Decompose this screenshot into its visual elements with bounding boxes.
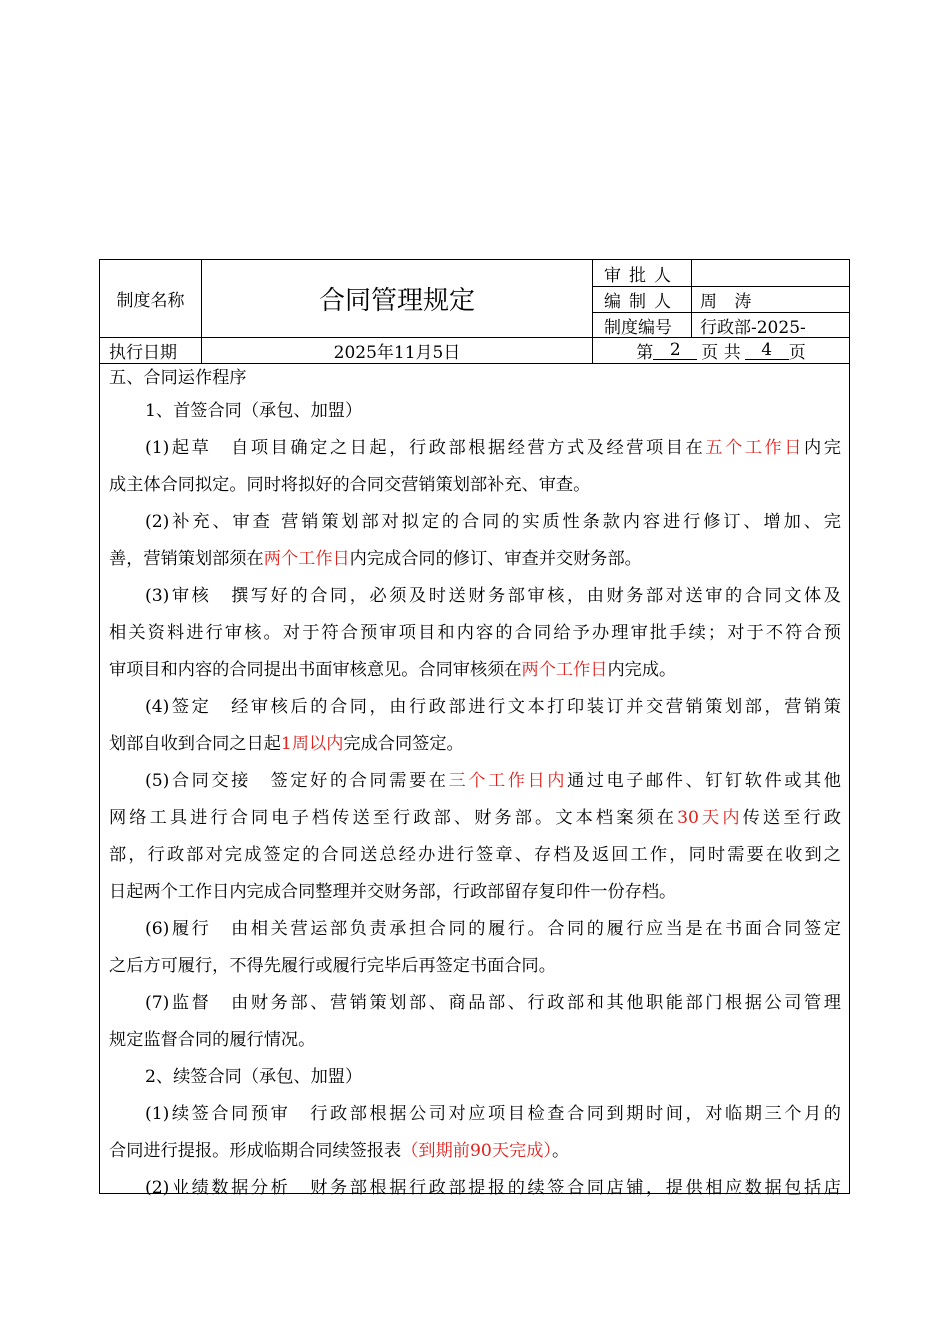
editor-value: 周 涛	[700, 292, 758, 312]
text-run: 网络工具进行合同电子档传送至行政部、财务部。文本档案须在	[109, 808, 678, 828]
text-run: 。	[551, 1141, 570, 1161]
subsection-title: 2、续签合同（承包、加盟）	[145, 1067, 363, 1087]
text-run: 内完	[804, 438, 841, 458]
page-mid: 页 共	[701, 343, 741, 363]
paragraph-line: 部，行政部对完成签定的合同送总经办进行签章、存档及返回工作，同时需要在收到之	[109, 845, 841, 865]
highlight-text: 30天内	[677, 808, 743, 828]
highlight-text: 五个工作日	[705, 438, 805, 458]
text-run: 内完成。	[607, 660, 677, 680]
text-run: 善，营销策划部须在	[109, 549, 264, 569]
approver-label: 审批人	[604, 265, 679, 286]
paragraph-line: (2)业绩数据分析 财务部根据行政部提报的续签合同店铺，提供相应数据包括店	[145, 1178, 841, 1198]
document-title: 合同管理规定	[318, 286, 475, 316]
section-title: 五、合同运作程序	[109, 368, 247, 388]
paragraph-line: (4)签定 经审核后的合同，由行政部进行文本打印装订并交营销策划部，营销策	[145, 697, 841, 717]
date-value: 2025年11月5日	[333, 343, 461, 363]
text-run: 传送至行政	[742, 808, 841, 828]
header-grid	[100, 260, 849, 363]
paragraph-line	[109, 763, 841, 800]
text-run: 通过电子邮件、钉钉软件或其他	[567, 771, 841, 791]
text-run: 审项目和内容的合同提出书面审核意见。合同审核须在	[109, 660, 522, 680]
paragraph-line	[109, 800, 841, 837]
paragraph-line: 日起两个工作日内完成合同整理并交财务部，行政部留存复印件一份存档。	[109, 882, 677, 902]
document-body	[100, 364, 849, 1207]
paragraph-line: (1)续签合同预审 行政部根据公司对应项目检查合同到期时间，对临期三个月的	[145, 1104, 841, 1124]
highlight-text: 三个工作日内	[448, 771, 567, 791]
approver-value	[700, 260, 849, 286]
paragraph-line: 之后方可履行，不得先履行或履行完毕后再签定书面合同。	[109, 956, 556, 976]
page-suffix: 页	[788, 343, 806, 363]
code-label: 制度编号	[604, 317, 672, 338]
code-value: 行政部-2025-	[700, 317, 806, 338]
paragraph-line	[109, 430, 841, 467]
paragraph-line	[109, 652, 841, 689]
text-run: 完成合同签定。	[343, 734, 464, 754]
paragraph-line: (6)履行 由相关营运部负责承担合同的履行。合同的履行应当是在书面合同签定	[145, 919, 841, 939]
paragraph-line	[109, 541, 841, 578]
page-prefix: 第	[636, 343, 654, 363]
name-label: 制度名称	[116, 291, 185, 311]
page-total: 4	[745, 341, 789, 360]
text-run: (1)起草 自项目确定之日起，行政部根据经营方式及经营项目在	[145, 438, 706, 458]
paragraph-line: (3)审核 撰写好的合同，必须及时送财务部审核，由财务部对送审的合同文体及	[145, 586, 841, 606]
paragraph-line: 相关资料进行审核。对于符合预审项目和内容的合同给予办理审批手续；对于不符合预	[109, 623, 841, 643]
paragraph-line	[109, 1133, 841, 1170]
paragraph-line: (7)监督 由财务部、营销策划部、商品部、行政部和其他职能部门根据公司管理	[145, 993, 841, 1013]
paragraph-line: 规定监督合同的履行情况。	[109, 1030, 316, 1050]
text-run: 内完成合同的修订、审查并交财务部。	[349, 549, 642, 569]
highlight-text: 两个工作日	[263, 549, 350, 569]
subsection-title: 1、首签合同（承包、加盟）	[145, 401, 363, 421]
text-run: 合同进行提报。形成临期合同续签报表	[109, 1141, 402, 1161]
regulation-form	[99, 259, 850, 1198]
page-current: 2	[653, 341, 697, 360]
text-run: (5)合同交接 签定好的合同需要在	[145, 771, 449, 791]
date-label: 执行日期	[109, 343, 177, 363]
page-indicator	[593, 338, 849, 363]
text-run: 划部自收到合同之日起	[109, 734, 281, 754]
highlight-text: （到期前90天完成）	[401, 1141, 552, 1161]
editor-label: 编制人	[604, 292, 679, 312]
paragraph-line: 成主体合同拟定。同时将拟好的合同交营销策划部补充、审查。	[109, 475, 591, 495]
paragraph-line: (2)补充、审查 营销策划部对拟定的合同的实质性条款内容进行修订、增加、完	[145, 512, 841, 532]
highlight-text: 两个工作日	[521, 660, 608, 680]
paragraph-line	[109, 726, 841, 763]
highlight-text: 1周以内	[280, 734, 344, 754]
